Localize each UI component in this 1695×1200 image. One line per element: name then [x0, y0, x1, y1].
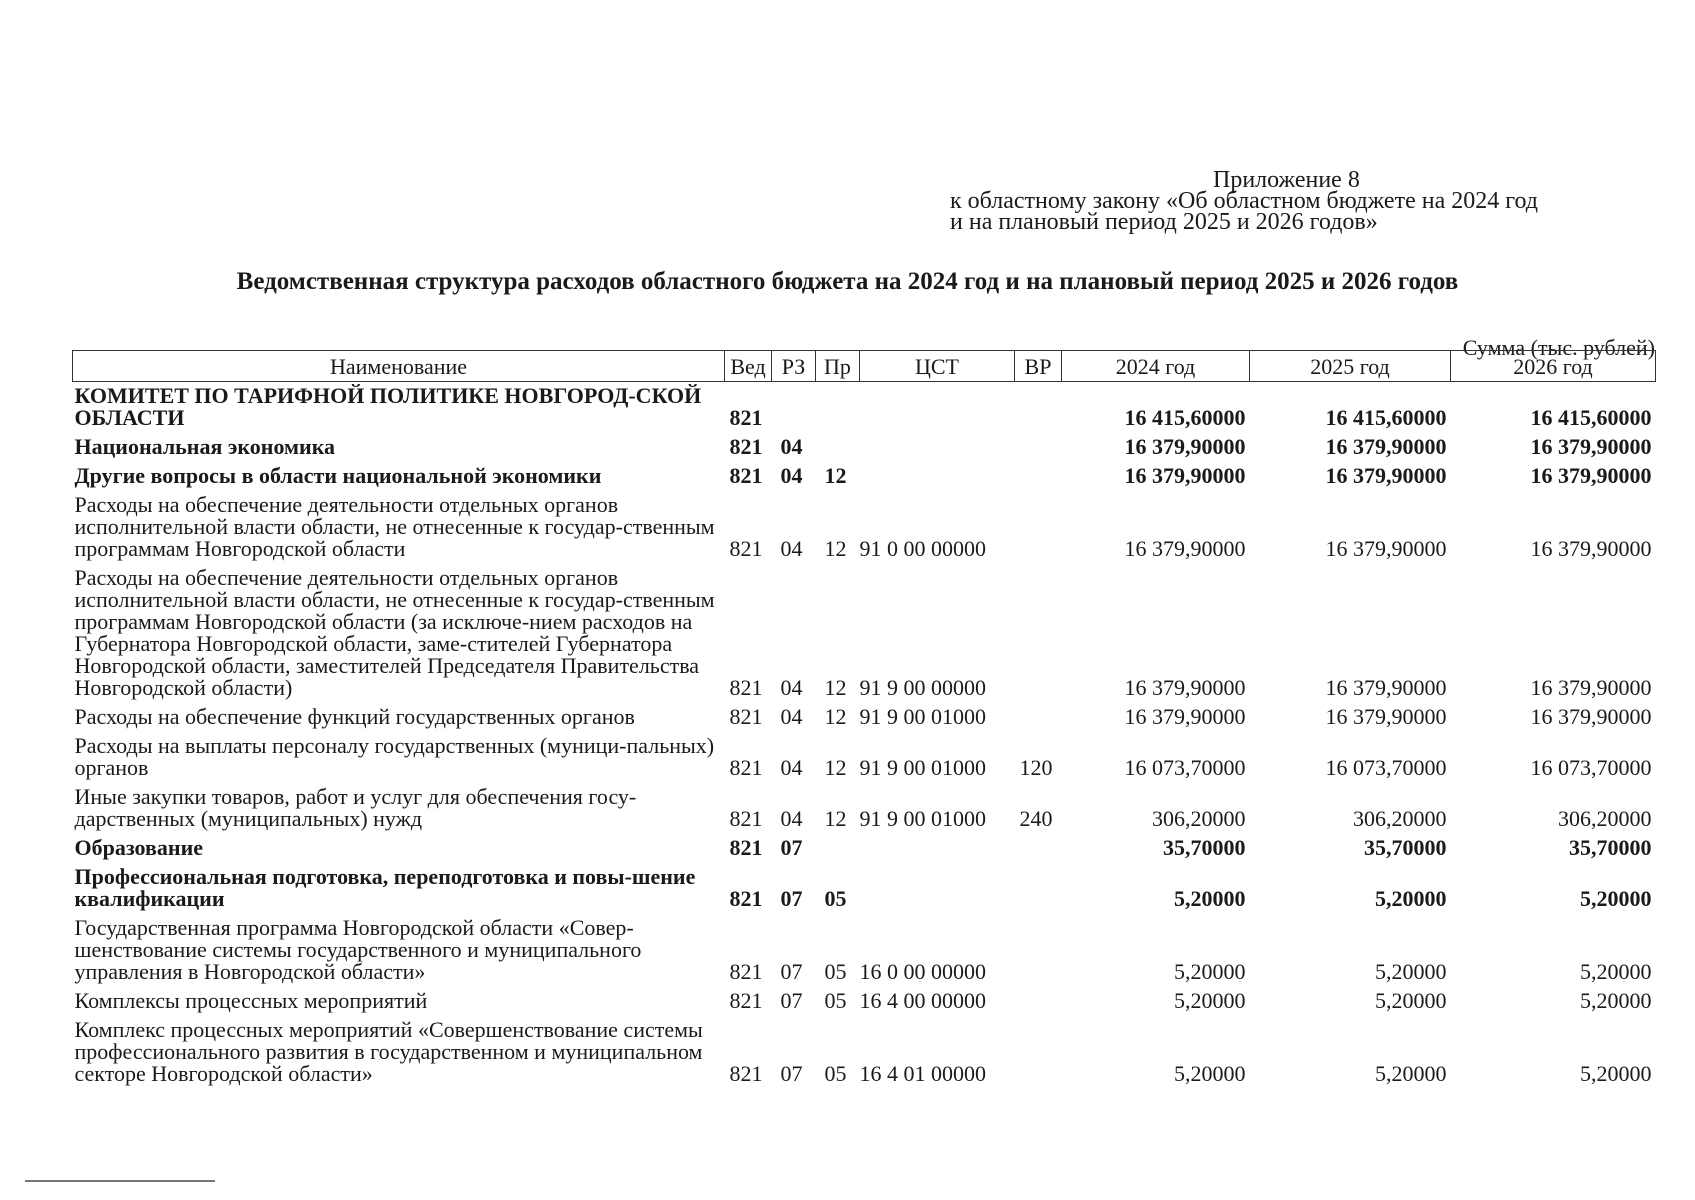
row-sum-2025: 16 379,90000: [1325, 675, 1447, 700]
row-name: КОМИТЕТ ПО ТАРИФНОЙ ПОЛИТИКЕ НОВГОРОД-СКОЙ ОБЛАСТИ: [74, 383, 702, 430]
row-sum-2025: 16 379,90000: [1325, 434, 1447, 459]
row-vr: [1015, 863, 1062, 914]
row-name: Расходы на выплаты персоналу государственных (муници-пальных) органов: [74, 733, 715, 780]
row-sum-2024: 5,20000: [1174, 1061, 1246, 1086]
row-sum-2026: 16 379,90000: [1530, 675, 1652, 700]
table-row: [73, 732, 1656, 783]
table-row: [73, 462, 1656, 491]
table-row: [73, 433, 1656, 462]
row-vr: [1015, 433, 1062, 462]
row-cst: 16 4 01 00000: [859, 1061, 986, 1086]
row-sum-2026: 5,20000: [1580, 959, 1652, 984]
row-cst: [860, 863, 1015, 914]
row-name: Расходы на обеспечение деятельности отдельных органов исполнительной власти области, не отнесенные к государ-ственным программам Новгородской области (за исключе-нием расходов на Губернатора Новгородской области, заме-стителей Губернатора Новгородской области, заместителей Председателя Правительства Новгородской области): [74, 565, 715, 700]
row-cst: 16 0 00 00000: [859, 959, 986, 984]
row-pr: [816, 834, 860, 863]
row-ved: 821: [729, 536, 763, 561]
row-name: Расходы на обеспечение деятельности отдельных органов исполнительной власти области, не отнесенные к государ-ственным программам Новгородской области: [74, 492, 715, 561]
row-rz: 07: [780, 959, 803, 984]
table-row: [73, 834, 1656, 863]
col-header-2025: 2025 год: [1250, 351, 1451, 382]
appendix-line-2: и на плановый период 2025 и 2026 годов»: [950, 209, 1378, 235]
table-row: [73, 564, 1656, 703]
row-rz: 04: [780, 755, 803, 780]
row-sum-2026: 306,20000: [1558, 806, 1652, 831]
row-sum-2024: 5,20000: [1174, 988, 1246, 1013]
row-vr: [1015, 987, 1062, 1016]
row-ved: 821: [729, 755, 763, 780]
row-sum-2025: 16 073,70000: [1325, 755, 1447, 780]
row-cst: [860, 462, 1015, 491]
document-title: Ведомственная структура расходов областного бюджета на 2024 год и на плановый период 2025 и 2026 годов: [236, 268, 1459, 295]
table-row: [73, 1016, 1656, 1089]
row-sum-2026: 5,20000: [1580, 1061, 1652, 1086]
row-ved: 821: [729, 675, 763, 700]
row-vr: [1015, 834, 1062, 863]
row-sum-2026: 16 415,60000: [1530, 405, 1652, 430]
row-pr: [816, 433, 860, 462]
row-sum-2024: 16 379,90000: [1124, 463, 1246, 488]
row-rz: 04: [780, 806, 803, 831]
row-rz: 04: [780, 536, 803, 561]
table-row: [73, 863, 1656, 914]
row-sum-2024: 16 379,90000: [1124, 675, 1246, 700]
row-cst: [860, 834, 1015, 863]
row-cst: [860, 433, 1015, 462]
row-name: Иные закупки товаров, работ и услуг для обеспечения госу-дарственных (муниципальных) нужд: [74, 784, 637, 831]
row-sum-2026: 16 379,90000: [1530, 704, 1652, 729]
appendix-line-1: к областному закону «Об областном бюджете на 2024 год: [950, 188, 1538, 214]
row-vr: [1015, 914, 1062, 987]
row-sum-2024: 16 379,90000: [1124, 434, 1246, 459]
row-sum-2026: 16 379,90000: [1530, 463, 1652, 488]
row-sum-2024: 35,70000: [1163, 835, 1246, 860]
table-body: [73, 382, 1656, 1090]
row-sum-2024: 16 415,60000: [1124, 405, 1246, 430]
row-cst: 91 9 00 01000: [859, 806, 986, 831]
row-sum-2024: 5,20000: [1174, 886, 1246, 911]
row-sum-2025: 16 379,90000: [1325, 536, 1447, 561]
row-vr: [1015, 703, 1062, 732]
row-rz: 04: [780, 704, 803, 729]
row-rz: 07: [780, 886, 803, 911]
row-sum-2025: 16 415,60000: [1325, 405, 1447, 430]
row-pr: 12: [824, 463, 847, 488]
row-sum-2026: 5,20000: [1580, 988, 1652, 1013]
budget-table: [72, 350, 1656, 1089]
row-ved: 821: [729, 1061, 763, 1086]
row-ved: 821: [729, 434, 763, 459]
row-rz: 04: [780, 675, 803, 700]
table-row: [73, 783, 1656, 834]
row-sum-2026: 35,70000: [1569, 835, 1652, 860]
table-row: [73, 987, 1656, 1016]
row-sum-2026: 16 379,90000: [1530, 536, 1652, 561]
row-name: Государственная программа Новгородской области «Совер-шенствование системы государственного и муниципального управления в Новгородской области»: [74, 915, 642, 984]
row-name: Профессиональная подготовка, переподготовка и повы-шение квалификации: [74, 864, 696, 911]
row-name: Национальная экономика: [74, 434, 336, 459]
row-ved: 821: [729, 463, 763, 488]
row-pr: 05: [824, 886, 847, 911]
table-row: [73, 491, 1656, 564]
row-ved: 821: [729, 704, 763, 729]
table-row: [73, 703, 1656, 732]
table-row: [73, 382, 1656, 434]
row-pr: 12: [824, 704, 847, 729]
row-sum-2025: 35,70000: [1364, 835, 1447, 860]
footer-rule: [25, 1180, 215, 1182]
row-ved: 821: [729, 959, 763, 984]
row-cst: 91 0 00 00000: [859, 536, 986, 561]
row-sum-2024: 306,20000: [1152, 806, 1246, 831]
row-rz: 07: [780, 835, 803, 860]
row-sum-2024: 16 379,90000: [1124, 536, 1246, 561]
row-cst: 16 4 00 00000: [859, 988, 986, 1013]
row-sum-2025: 5,20000: [1375, 959, 1447, 984]
row-name: Другие вопросы в области национальной экономики: [74, 463, 602, 488]
row-pr: 12: [824, 536, 847, 561]
col-header-ved: Вед: [725, 351, 772, 382]
row-ved: 821: [729, 988, 763, 1013]
row-vr: 240: [1019, 806, 1053, 831]
row-ved: 821: [729, 835, 763, 860]
row-sum-2026: 16 379,90000: [1530, 434, 1652, 459]
row-sum-2024: 16 379,90000: [1124, 704, 1246, 729]
row-pr: 05: [824, 988, 847, 1013]
row-cst: 91 9 00 01000: [859, 755, 986, 780]
row-sum-2025: 5,20000: [1375, 1061, 1447, 1086]
col-header-2026: 2026 год: [1451, 351, 1656, 382]
units-label: Сумма (тыс. рублей): [1462, 335, 1655, 360]
row-vr: [1015, 382, 1062, 434]
row-sum-2024: 16 073,70000: [1124, 755, 1246, 780]
row-sum-2025: 16 379,90000: [1325, 704, 1447, 729]
col-header-2024: 2024 год: [1062, 351, 1250, 382]
col-header-pr: Пр: [816, 351, 860, 382]
row-vr: [1015, 491, 1062, 564]
col-header-name: Наименование: [73, 351, 725, 382]
row-pr: 05: [824, 959, 847, 984]
row-ved: 821: [729, 806, 763, 831]
table-row: [73, 914, 1656, 987]
row-ved: 821: [729, 886, 763, 911]
row-cst: [860, 382, 1015, 434]
row-rz: 07: [780, 988, 803, 1013]
col-header-vr: ВР: [1015, 351, 1062, 382]
row-cst: 91 9 00 01000: [859, 704, 986, 729]
row-name: Образование: [74, 835, 204, 860]
row-vr: 120: [1019, 755, 1053, 780]
table-header-row: [73, 351, 1656, 382]
row-vr: [1015, 462, 1062, 491]
row-sum-2024: 5,20000: [1174, 959, 1246, 984]
row-ved: 821: [729, 405, 763, 430]
col-header-rz: РЗ: [772, 351, 816, 382]
row-pr: 05: [824, 1061, 847, 1086]
appendix-number: Приложение 8: [1213, 167, 1360, 193]
row-pr: [816, 382, 860, 434]
row-pr: 12: [824, 755, 847, 780]
appendix-header: [950, 167, 1538, 235]
row-pr: 12: [824, 806, 847, 831]
row-name: Расходы на обеспечение функций государственных органов: [74, 704, 635, 729]
row-sum-2025: 5,20000: [1375, 988, 1447, 1013]
row-sum-2025: 306,20000: [1353, 806, 1447, 831]
row-rz: 07: [780, 1061, 803, 1086]
row-rz: 04: [780, 434, 803, 459]
row-pr: 12: [824, 675, 847, 700]
row-cst: 91 9 00 00000: [859, 675, 986, 700]
row-name: Комплекс процессных мероприятий «Совершенствование системы профессионального развития в государственном и муниципальном секторе Новгородской области»: [74, 1017, 703, 1086]
row-name: Комплексы процессных мероприятий: [74, 988, 428, 1013]
row-sum-2025: 5,20000: [1375, 886, 1447, 911]
row-sum-2025: 16 379,90000: [1325, 463, 1447, 488]
row-vr: [1015, 564, 1062, 703]
row-sum-2026: 16 073,70000: [1530, 755, 1652, 780]
row-sum-2026: 5,20000: [1580, 886, 1652, 911]
row-vr: [1015, 1016, 1062, 1089]
row-rz: 04: [780, 463, 803, 488]
col-header-cst: ЦСТ: [860, 351, 1015, 382]
row-rz: [772, 382, 816, 434]
